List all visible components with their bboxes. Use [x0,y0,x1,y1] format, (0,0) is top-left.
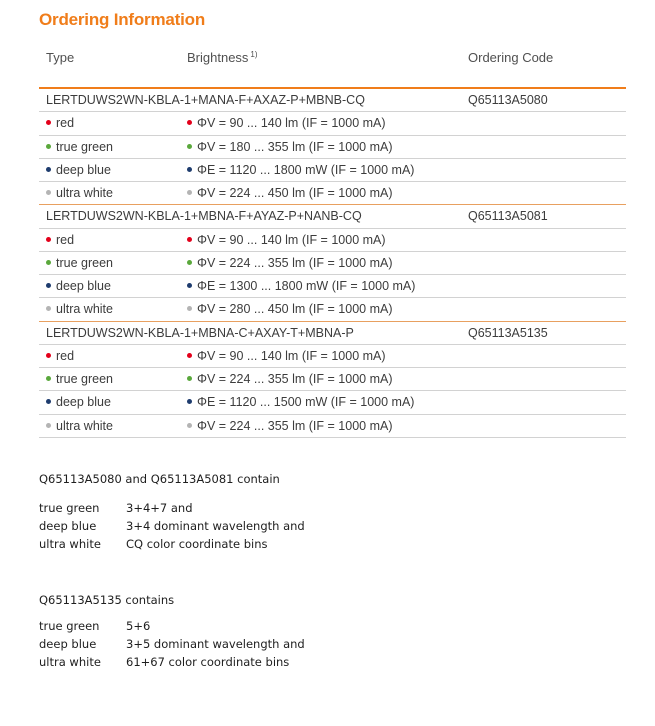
color-cell [46,116,74,130]
bullet-dot-icon [187,353,192,358]
color-row [39,182,626,205]
color-label: red [56,348,75,363]
color-cell [46,279,111,293]
color-label: true green [56,372,113,386]
brightness-cell [187,256,392,270]
brightness-cell [187,163,414,177]
bullet-dot-icon [187,423,192,428]
note2-value-deep-blue: 3+5 dominant wavelength and [126,637,305,651]
brightness-cell [187,279,415,293]
type-name: LERTDUWS2WN-KBLA-1+MANA-F+AXAZ-P+MBNB-CQ [46,93,365,107]
type-row [39,89,626,112]
bullet-dot-icon [187,120,192,125]
bullet-dot-icon [46,144,51,149]
type-name: LERTDUWS2WN-KBLA-1+MBNA-F+AYAZ-P+NANB-CQ [46,209,362,224]
bullet-dot-icon [187,144,192,149]
brightness-header-label: Brightness [187,50,249,65]
brightness-value: ΦE = 1300 ... 1800 mW (IF = 1000 mA) [197,279,416,293]
bullet-dot-icon [187,167,192,172]
bullet-dot-icon [187,190,192,195]
color-row [39,391,626,414]
color-cell [46,349,74,363]
color-row [39,159,626,182]
bullet-dot-icon [46,190,51,195]
brightness-cell [187,116,386,130]
brightness-value: ΦV = 90 ... 140 lm (IF = 1000 mA) [197,116,386,131]
note2-heading: Q65113A5135 contains [39,593,175,607]
note1-label-ultra-white: ultra white [39,537,101,551]
brightness-value: ΦV = 180 ... 355 lm (IF = 1000 mA) [197,139,393,154]
brightness-value: ΦV = 90 ... 140 lm (IF = 1000 mA) [197,348,386,363]
brightness-value: ΦV = 224 ... 355 lm (IF = 1000 mA) [197,418,393,433]
brightness-value: ΦV = 90 ... 140 lm (IF = 1000 mA) [197,232,386,247]
color-label: deep blue [56,279,111,293]
color-cell [46,419,113,433]
brightness-value: ΦE = 1120 ... 1500 mW (IF = 1000 mA) [197,395,415,410]
brightness-footnote-marker: 1) [250,50,258,59]
note1-value-ultra-white: CQ color coordinate bins [126,537,268,551]
color-label: red [56,116,75,131]
color-row [39,252,626,275]
bullet-dot-icon [187,260,192,265]
color-row [39,345,626,368]
bullet-dot-icon [46,283,51,288]
color-label: true green [56,255,113,270]
bullet-dot-icon [46,260,51,265]
note1-label-deep-blue: deep blue [39,519,97,533]
color-label: deep blue [56,395,111,410]
bullet-dot-icon [46,376,51,381]
color-label: true green [56,139,113,154]
bullet-dot-icon [187,376,192,381]
note2-value-true-green: 5+6 [126,619,151,633]
note1-value-deep-blue: 3+4 dominant wavelength and [126,519,305,533]
brightness-cell [187,140,392,154]
ordering-code: Q65113A5081 [468,209,548,224]
color-row [39,136,626,159]
note1-label-true-green: true green [39,501,100,515]
column-header-ordering-code: Ordering Code [468,50,554,65]
bullet-dot-icon [46,120,51,125]
bullet-dot-icon [187,237,192,242]
brightness-value: ΦV = 224 ... 355 lm (IF = 1000 mA) [197,372,393,386]
color-label: ultra white [56,302,113,317]
color-cell [46,233,74,247]
color-cell [46,163,111,177]
color-label: deep blue [56,162,111,177]
section-title: Ordering Information [39,10,206,29]
note1-value-true-green: 3+4+7 and [126,501,193,515]
type-name: LERTDUWS2WN-KBLA-1+MBNA-C+AXAY-T+MBNA-P [46,325,354,340]
ordering-code: Q65113A5080 [468,93,548,107]
brightness-value: ΦV = 280 ... 450 lm (IF = 1000 mA) [197,302,393,317]
color-row [39,275,626,298]
color-cell [46,395,111,409]
color-row [39,368,626,391]
bullet-dot-icon [46,167,51,172]
bullet-dot-icon [46,399,51,404]
brightness-cell [187,372,392,386]
column-header-brightness [187,50,258,65]
color-label: ultra white [56,186,113,200]
bullet-dot-icon [187,306,192,311]
color-cell [46,256,113,270]
note1-heading: Q65113A5080 and Q65113A5081 contain [39,472,280,486]
ordering-code: Q65113A5135 [468,325,548,340]
bullet-dot-icon [46,237,51,242]
color-cell [46,186,113,200]
bullet-dot-icon [187,399,192,404]
brightness-cell [187,233,386,247]
bullet-dot-icon [187,283,192,288]
brightness-value: ΦV = 224 ... 450 lm (IF = 1000 mA) [197,186,393,200]
color-row [39,229,626,252]
color-cell [46,140,113,154]
color-cell [46,372,113,386]
type-row [39,205,626,228]
note2-label-ultra-white: ultra white [39,655,101,669]
brightness-cell [187,302,392,316]
color-cell [46,302,113,316]
note2-label-deep-blue: deep blue [39,637,97,651]
brightness-cell [187,186,392,200]
bullet-dot-icon [46,353,51,358]
brightness-value: ΦE = 1120 ... 1800 mW (IF = 1000 mA) [197,162,415,177]
brightness-cell [187,395,414,409]
color-label: red [56,232,75,247]
note2-label-true-green: true green [39,619,100,633]
color-row [39,298,626,321]
note2-value-ultra-white: 61+67 color coordinate bins [126,655,290,669]
type-row [39,322,626,345]
ordering-table [39,89,626,438]
brightness-value: ΦV = 224 ... 355 lm (IF = 1000 mA) [197,255,393,270]
brightness-cell [187,419,392,433]
color-row [39,112,626,135]
color-row [39,415,626,438]
bullet-dot-icon [46,306,51,311]
color-label: ultra white [56,418,113,433]
column-header-type: Type [46,50,75,65]
brightness-cell [187,349,386,363]
bullet-dot-icon [46,423,51,428]
